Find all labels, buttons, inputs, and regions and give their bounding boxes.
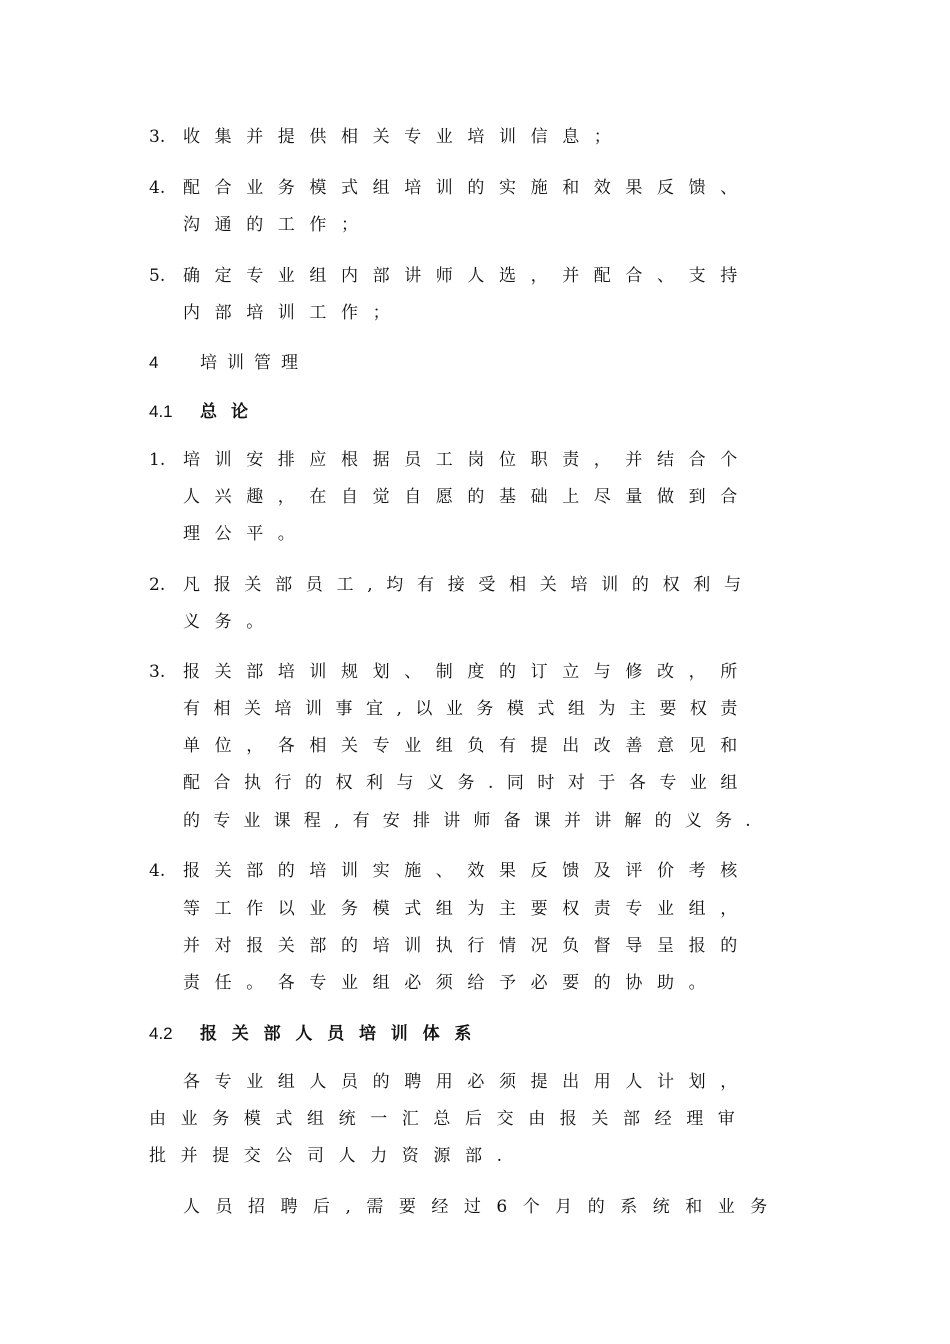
- section-number: 4: [149, 353, 159, 372]
- list-item-line: 义务。: [183, 612, 278, 632]
- list-number: 2.: [149, 575, 166, 595]
- paragraph-line: 批并提交公司人力资源部.: [149, 1146, 517, 1166]
- list-item-line: 确定专业组内部讲师人选，并配合、支持: [183, 266, 752, 286]
- list-number: 4.: [149, 861, 166, 881]
- section-number: 4.1: [149, 402, 173, 421]
- list-item-line: 并对报关部的培训执行情况负督导呈报的: [183, 936, 752, 956]
- list-number: 3.: [149, 127, 166, 147]
- section-title: 培训管理: [200, 353, 308, 373]
- list-item-line: 凡报关部员工,均有接受相关培训的权利与: [183, 575, 755, 595]
- list-item-line: 配合业务模式组培训的实施和效果反馈、: [183, 178, 752, 198]
- section-number: 4.2: [149, 1024, 173, 1043]
- list-item-line: 有相关培训事宜,以业务模式组为主要权责: [183, 699, 751, 719]
- list-item-line: 单位，各相关专业组负有提出改善意见和: [183, 736, 752, 756]
- list-item-line: 配合执行的权利与义务.同时对于各专业组: [183, 773, 751, 793]
- section-title: 报关部人员培训体系: [200, 1024, 487, 1044]
- list-number: 4.: [149, 178, 166, 198]
- list-item-line: 理公平。: [183, 524, 310, 544]
- paragraph-line: 各专业组人员的聘用必须提出用人计划，: [183, 1072, 752, 1092]
- list-number: 1.: [149, 450, 166, 470]
- paragraph-line: 由业务模式组统一汇总后交由报关部经理审: [149, 1109, 750, 1129]
- list-number: 3.: [149, 662, 166, 682]
- list-item-line: 人兴趣，在自觉自愿的基础上尽量做到合: [183, 487, 752, 507]
- section-title: 总论: [200, 402, 262, 422]
- list-item-line: 沟通的工作；: [183, 215, 373, 235]
- paragraph-line: 人员招聘后,需要经过6个月的系统和业务: [183, 1197, 783, 1217]
- list-item-line: 收集并提供相关专业培训信息；: [183, 127, 626, 147]
- list-item-line: 报关部的培训实施、效果反馈及评价考核: [183, 861, 752, 881]
- list-item-line: 等工作以业务模式组为主要权责专业组，: [183, 899, 752, 919]
- list-item-line: 培训安排应根据员工岗位职责，并结合个: [183, 450, 752, 470]
- list-item-line: 的专业课程,有安排讲师备课并讲解的义务.: [183, 811, 764, 831]
- list-item-line: 内部培训工作；: [183, 303, 405, 323]
- list-number: 5.: [149, 266, 166, 286]
- list-item-line: 报关部培训规划、制度的订立与修改，所: [183, 662, 752, 682]
- list-item-line: 责任。各专业组必须给予必要的协助。: [183, 973, 721, 993]
